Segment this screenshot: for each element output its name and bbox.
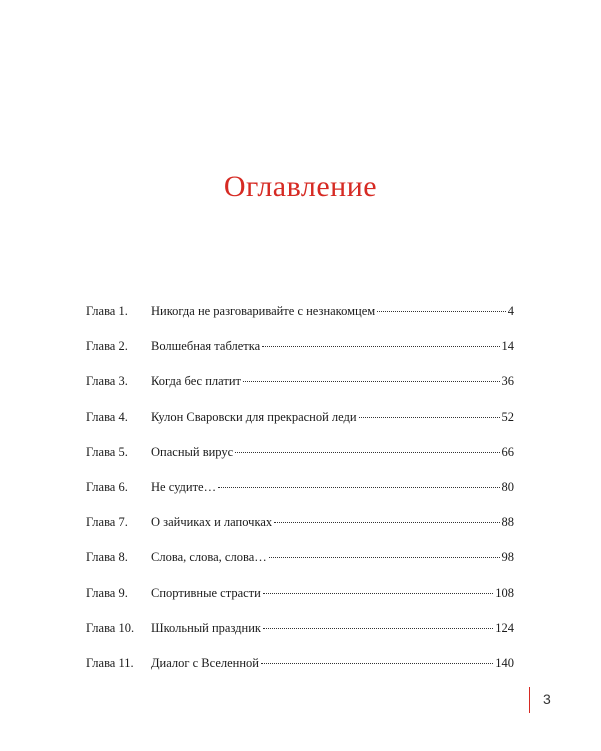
toc-entry-4[interactable] bbox=[86, 408, 514, 443]
toc-entry-10[interactable] bbox=[86, 619, 514, 654]
toc-chapter-label: Глава 1. bbox=[86, 304, 128, 318]
toc-page-number[interactable]: 124 bbox=[495, 620, 514, 635]
toc-entry-1[interactable] bbox=[86, 302, 514, 337]
dot-leader bbox=[235, 452, 499, 453]
toc-page-number[interactable]: 140 bbox=[495, 655, 514, 670]
toc-chapter-label: Глава 4. bbox=[86, 409, 128, 424]
toc-list bbox=[86, 302, 514, 689]
toc-page-number[interactable]: 88 bbox=[501, 515, 514, 530]
toc-page-number[interactable]: 4 bbox=[507, 304, 514, 318]
dot-leader bbox=[269, 557, 500, 558]
toc-title: Оглавление bbox=[223, 170, 378, 203]
toc-chapter-label: Глава 6. bbox=[86, 479, 128, 494]
toc-chapter-label: Глава 8. bbox=[86, 550, 128, 565]
toc-page-number[interactable]: 66 bbox=[501, 444, 514, 459]
dot-leader bbox=[263, 628, 493, 629]
toc-entry-9[interactable] bbox=[86, 584, 514, 619]
toc-page-number[interactable]: 80 bbox=[501, 479, 514, 494]
toc-entry-6[interactable] bbox=[86, 478, 514, 513]
dot-leader bbox=[261, 663, 493, 664]
dot-leader bbox=[377, 311, 506, 312]
toc-chapter-label: Глава 11. bbox=[86, 655, 134, 670]
dot-leader bbox=[218, 487, 499, 488]
toc-chapter-label: Глава 10. bbox=[86, 620, 135, 635]
toc-chapter-title[interactable]: Кулон Сваровски для прекрасной леди bbox=[151, 409, 357, 424]
page-number: 3 bbox=[543, 691, 551, 707]
toc-chapter-label: Глава 9. bbox=[86, 585, 128, 600]
page-number-divider bbox=[529, 687, 530, 713]
toc-chapter-title[interactable]: Никогда не разговаривайте с незнакомцем bbox=[151, 304, 376, 318]
toc-chapter-title[interactable]: Не судите… bbox=[151, 479, 217, 494]
dot-leader bbox=[243, 381, 500, 382]
toc-chapter-title[interactable]: Спортивные страсти bbox=[151, 585, 261, 600]
toc-page-number[interactable]: 108 bbox=[495, 585, 514, 600]
toc-chapter-title[interactable]: Когда бес платит bbox=[151, 374, 241, 389]
toc-entry-7[interactable] bbox=[86, 513, 514, 548]
toc-chapter-label: Глава 5. bbox=[86, 444, 128, 459]
toc-chapter-label: Глава 2. bbox=[86, 339, 128, 354]
toc-chapter-label: Глава 7. bbox=[86, 515, 128, 530]
toc-chapter-label: Глава 3. bbox=[86, 374, 128, 389]
dot-leader bbox=[263, 593, 493, 594]
toc-chapter-title[interactable]: О зайчиках и лапочках bbox=[151, 515, 273, 530]
dot-leader bbox=[262, 346, 499, 347]
toc-entry-11[interactable] bbox=[86, 654, 514, 689]
toc-chapter-title[interactable]: Опасный вирус bbox=[151, 444, 234, 459]
toc-chapter-title[interactable]: Диалог с Вселенной bbox=[151, 655, 259, 670]
toc-page-number[interactable]: 14 bbox=[501, 339, 514, 354]
toc-entry-2[interactable] bbox=[86, 337, 514, 372]
toc-entry-3[interactable] bbox=[86, 372, 514, 407]
dot-leader bbox=[359, 417, 500, 418]
dot-leader bbox=[274, 522, 499, 523]
toc-entry-8[interactable] bbox=[86, 548, 514, 583]
toc-chapter-title[interactable]: Школьный праздник bbox=[151, 620, 261, 635]
toc-entry-5[interactable] bbox=[86, 443, 514, 478]
toc-page-number[interactable]: 52 bbox=[501, 409, 514, 424]
toc-page-number[interactable]: 98 bbox=[501, 550, 514, 565]
toc-chapter-title[interactable]: Волшебная таблетка bbox=[151, 339, 261, 354]
toc-chapter-title[interactable]: Слова, слова, слова… bbox=[151, 550, 267, 565]
toc-page-number[interactable]: 36 bbox=[501, 374, 514, 389]
